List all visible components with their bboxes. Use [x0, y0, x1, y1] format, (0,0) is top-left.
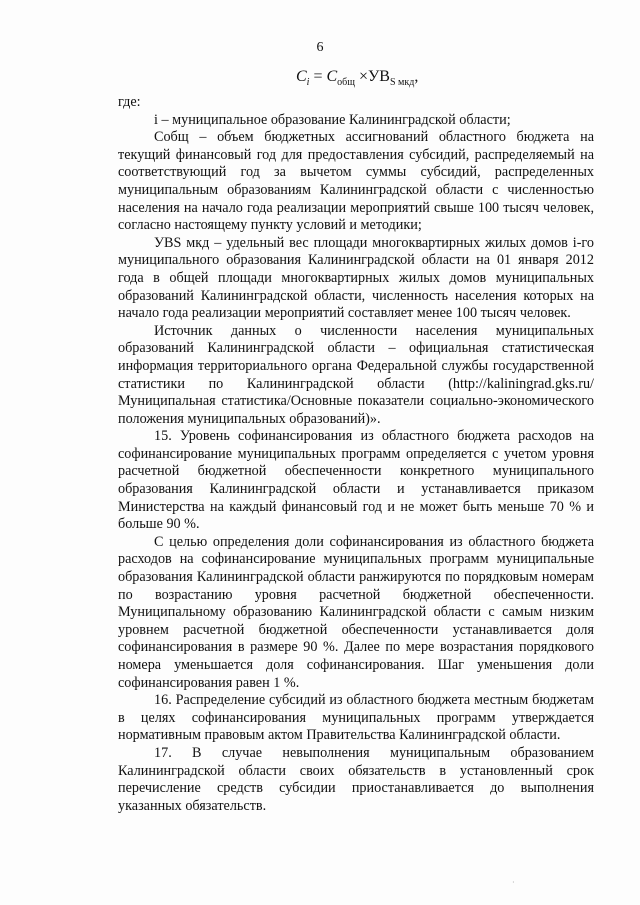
formula-times-uv: ×УВ [358, 68, 390, 85]
formula-end: , [414, 68, 419, 85]
formula-equals: = [313, 68, 323, 85]
paragraph-p15: 15. Уровень софинансирования из областного бюджета расходов на софинансирование муниципальных программ определяется с учетом уровня расчетной бюджетной обеспеченности конкретного муниципального образования Калининградской области и устанавливается приказом Министерства на каждый финансовый год и не может быть меньше 70 % и больше 90 %. [118, 428, 594, 533]
paragraph-p15b: С целью определения доли софинансирования из областного бюджета расходов на софинансирование муниципальных программ муниципальные образования Калининградской области ранжируются по порядковым номерам по возрастанию уровня расчетной бюджетной обеспеченности. Муниципальному образованию Калининградской области с самым низким уровнем расчетной бюджетной обеспеченности устанавливается доля софинансирования в размере 90 %. Далее по мере возрастания порядкового номера уменьшается доля софинансирования. Шаг уменьшения доли софинансирования равен 1 %. [118, 533, 594, 691]
formula-c-sub: общ [337, 77, 355, 89]
page-number: 6 [316, 40, 324, 55]
paragraph-where: где: [118, 94, 141, 110]
paragraph-p16: 16. Распределение субсидий из областного бюджета местным бюджетам в целях софинансирования муниципальных программ утверждается нормативным правовым актом Правительства Калининградской области. [118, 692, 594, 744]
paragraph-c-def: Cобщ – объем бюджетных ассигнований областного бюджета на текущий финансовый год для предоставления субсидий, распределяемый на соответствующий год за вычетом суммы субсидий, распределенных муниципальным образованиям Калининградской области с численностью населения на начало года реализации мероприятий свыше 100 тысяч человек, согласно настоящему пункту условий и методики; [118, 129, 594, 234]
formula-uv-sub: S мкд [389, 77, 415, 89]
formula-lhs: C [296, 68, 307, 85]
paragraph-source: Источник данных о численности населения муниципальных образований Калининградской области – официальная статистическая информация территориального органа Федеральной службы государственной статистики по Калининградской области (http://kaliningrad.gks.ru/Муниципальная статистика/Основные показатели социально-экономического положения муниципальных образований)». [118, 322, 594, 427]
scan-mark: · [512, 878, 515, 887]
formula-c: C [326, 68, 338, 85]
paragraph-i-def: i – муниципальное образование Калининградской области; [154, 111, 511, 128]
formula [296, 68, 418, 88]
paragraph-uv-def: УВS мкд – удельный вес площади многоквартирных жилых домов i-го муниципального образования Калининградской области на 01 января 2012 года в общей площади многоквартирных жилых домов муниципальных образований Калининградской области, численность населения которых на начало года реализации мероприятий составляет менее 100 тысяч человек. [118, 234, 594, 322]
document-body [118, 94, 594, 815]
paragraph-p17: 17. В случае невыполнения муниципальным образованием Калининградской области своих обязательств в установленный срок перечисление средств субсидии приостанавливается до выполнения указанных обязательств. [118, 744, 594, 814]
formula-lhs-sub: i [306, 77, 310, 89]
